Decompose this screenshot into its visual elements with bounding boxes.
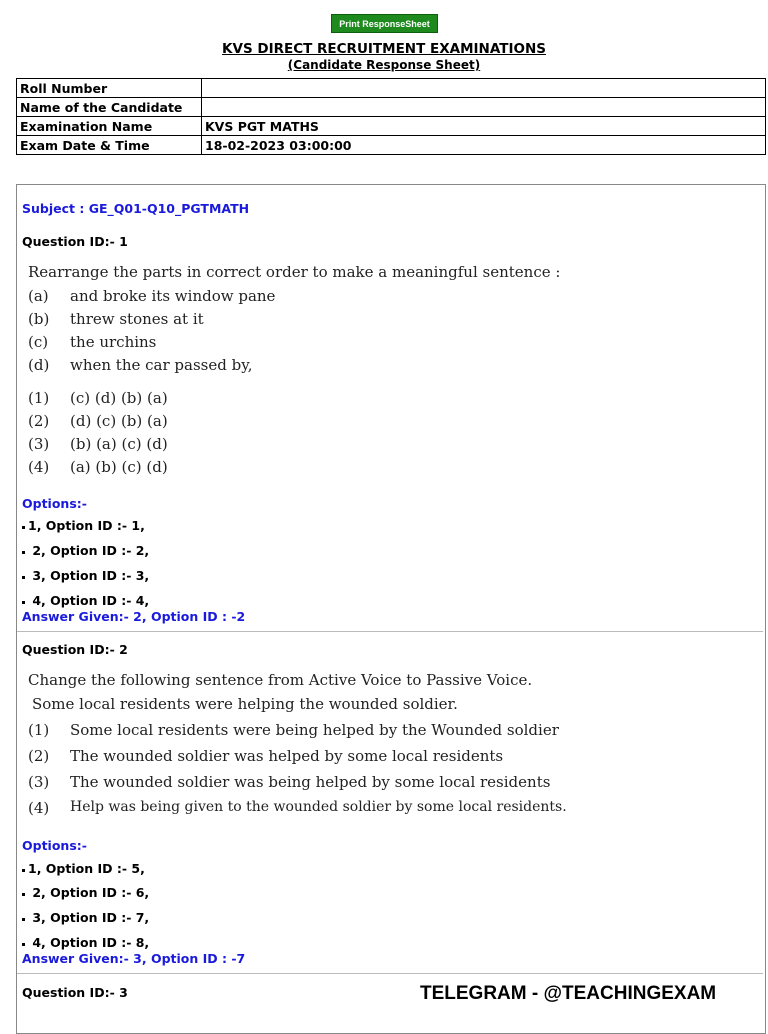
part-label: (c) (28, 333, 49, 351)
roll-number-label: Roll Number (17, 79, 202, 98)
exam-date-row (17, 136, 766, 155)
bullet-icon (22, 918, 25, 921)
option-text: 3, Option ID :- 3, (28, 568, 150, 583)
choice-text: The wounded soldier was being helped by some local residents (70, 773, 551, 791)
question-1-option-2 (22, 543, 149, 558)
bullet-icon (22, 943, 25, 946)
roll-number-row (17, 79, 766, 98)
question-1-option-3 (22, 568, 149, 583)
choice-label: (1) (28, 721, 50, 739)
question-1-stem: Rearrange the parts in correct order to make a meaningful sentence : (28, 263, 561, 281)
option-text: 4, Option ID :- 8, (28, 935, 150, 950)
roll-number-value (202, 79, 766, 98)
choice-label: (1) (28, 389, 50, 407)
exam-name-row (17, 117, 766, 136)
part-label: (b) (28, 310, 50, 328)
option-text: 1, Option ID :- 5, (28, 861, 145, 876)
question-2-sentence: Some local residents were helping the wounded soldier. (32, 695, 458, 713)
option-text: 3, Option ID :- 7, (28, 910, 150, 925)
question-2-options-heading: Options:- (22, 838, 87, 853)
question-3-id: Question ID:- 3 (22, 985, 128, 1000)
question-1-options-heading: Options:- (22, 496, 87, 511)
choice-label: (3) (28, 435, 50, 453)
option-text: 1, Option ID :- 1, (28, 518, 145, 533)
question-1-answer: Answer Given:- 2, Option ID : -2 (22, 609, 246, 624)
question-2-id: Question ID:- 2 (22, 642, 128, 657)
exam-date-label: Exam Date & Time (17, 136, 202, 155)
choice-label: (3) (28, 773, 50, 791)
question-2-option-3 (22, 910, 149, 925)
question-2-option-2 (22, 885, 149, 900)
choice-label: (2) (28, 412, 50, 430)
bullet-icon (22, 869, 25, 872)
choice-text: The wounded soldier was helped by some local residents (70, 747, 504, 765)
exam-name-label: Examination Name (17, 117, 202, 136)
question-1-id: Question ID:- 1 (22, 234, 128, 249)
telegram-watermark: TELEGRAM - @TEACHINGEXAM (420, 983, 717, 1004)
question-separator (17, 631, 763, 632)
candidate-name-label: Name of the Candidate (17, 98, 202, 117)
part-text: the urchins (70, 333, 157, 351)
question-2-option-1 (22, 861, 145, 876)
question-separator (17, 973, 763, 974)
candidate-name-row (17, 98, 766, 117)
bullet-icon (22, 526, 25, 529)
choice-label: (4) (28, 458, 50, 476)
candidate-name-value (202, 98, 766, 117)
option-text: 2, Option ID :- 6, (28, 885, 150, 900)
choice-text: (d) (c) (b) (a) (70, 412, 168, 430)
option-text: 4, Option ID :- 4, (28, 593, 150, 608)
choice-text: (b) (a) (c) (d) (70, 435, 168, 453)
bullet-icon (22, 893, 25, 896)
bullet-icon (22, 551, 25, 554)
page-subtitle: (Candidate Response Sheet) (287, 58, 481, 72)
exam-date-value: 18-02-2023 03:00:00 (202, 136, 766, 155)
choice-label: (4) (28, 799, 50, 817)
part-text: when the car passed by, (70, 356, 253, 374)
part-text: and broke its window pane (70, 287, 276, 305)
part-label: (a) (28, 287, 49, 305)
print-response-sheet-button[interactable]: Print ResponseSheet (331, 14, 438, 33)
candidate-info-table (16, 78, 766, 155)
choice-text: Some local residents were being helped by the Wounded soldier (70, 721, 559, 739)
page-title: KVS DIRECT RECRUITMENT EXAMINATIONS (222, 41, 546, 57)
choice-text: (c) (d) (b) (a) (70, 389, 168, 407)
question-2-answer: Answer Given:- 3, Option ID : -7 (22, 951, 246, 966)
part-label: (d) (28, 356, 50, 374)
choice-label: (2) (28, 747, 50, 765)
option-text: 2, Option ID :- 2, (28, 543, 150, 558)
bullet-icon (22, 601, 25, 604)
question-1-option-4 (22, 593, 149, 608)
exam-name-value: KVS PGT MATHS (202, 117, 766, 136)
question-1-option-1 (22, 518, 145, 533)
question-2-option-4 (22, 935, 149, 950)
choice-text: Help was being given to the wounded soldier by some local residents. (70, 799, 567, 815)
subject-heading: Subject : GE_Q01-Q10_PGTMATH (22, 201, 250, 216)
part-text: threw stones at it (70, 310, 204, 328)
choice-text: (a) (b) (c) (d) (70, 458, 168, 476)
question-2-stem: Change the following sentence from Active Voice to Passive Voice. (28, 671, 533, 689)
bullet-icon (22, 576, 25, 579)
